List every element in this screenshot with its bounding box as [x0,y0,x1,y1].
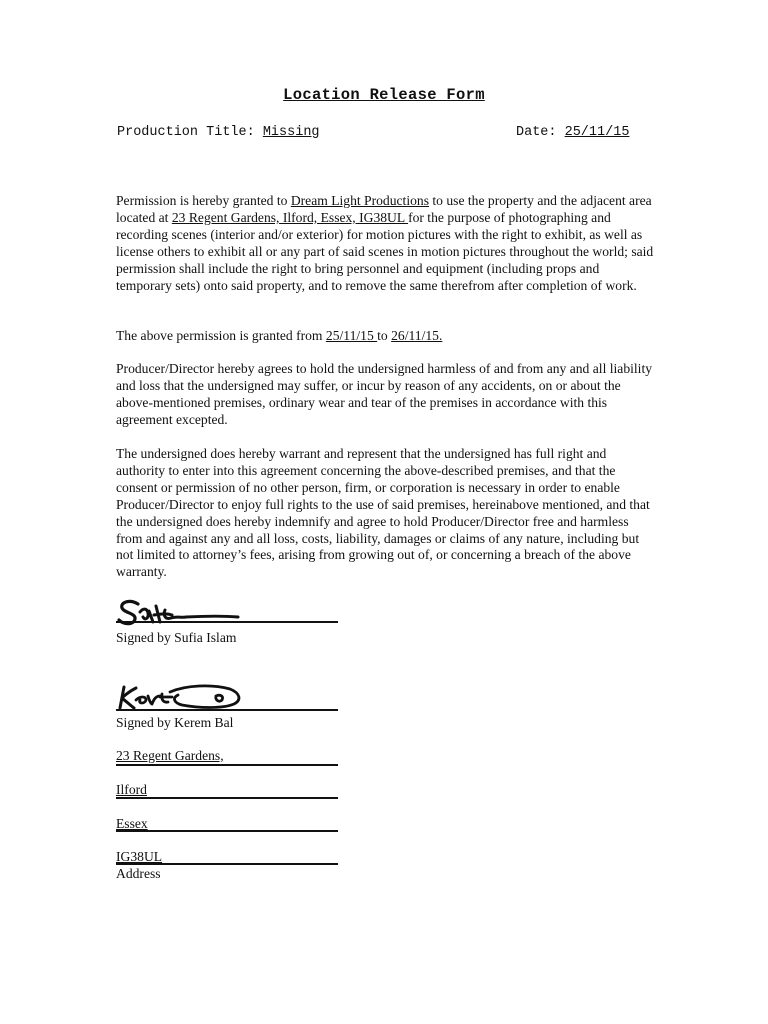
property-address: 23 Regent Gardens, Ilford, Essex, IG38UL [171,209,409,225]
from-date: 25/11/15 [325,328,378,343]
permission-dates-paragraph: The above permission is granted from 25/11/15 to 26/11/15. [116,328,443,343]
date-value: 25/11/15 [564,125,630,140]
signature-sufia-islam [116,598,246,630]
address-line-1: 23 Regent Gardens, [116,748,224,763]
address-underline-3 [116,830,338,832]
production-title-label: Production Title: [117,125,263,140]
signed-by-1: Signed by Sufia Islam [116,630,237,645]
to-date: 26/11/15. [391,328,443,343]
company-name: Dream Light Productions [290,193,429,208]
signature-line-1 [116,621,338,623]
production-title-value: Missing [262,125,320,140]
address-underline-1 [116,764,338,766]
signed-by-2: Signed by Kerem Bal [116,715,234,730]
address-underline-2 [116,797,338,799]
address-line-3: Essex [116,816,148,831]
date-label: Date: [516,125,565,140]
address-line-2: Ilford [116,782,147,797]
form-title: Location Release Form [283,86,485,104]
address-label: Address [116,866,161,881]
permission-paragraph: Permission is hereby granted to Dream Light Productions to use the property and the adjacent area located at 23 Regent Gardens, Ilford, Essex, IG38UL for the purpose of photographing and recording scenes (interior and/or exterior) for motion pictures with the right to exhibit, as well as license others to exhibit all or any part of said scenes in motion pictures throughout the world; said permission shall include the right to bring personnel and equipment (including props and temporary sets) onto said property, and to remove the same therefrom after completion of work. [116,193,654,293]
signature-line-2 [116,709,338,711]
date-field [516,125,629,140]
warranty-paragraph: The undersigned does hereby warrant and represent that the undersigned has full right and authority to enter into this agreement concerning the above-described premises, and that the consent or permission of no other person, firm, or corporation is necessary in order to enable Producer/Director to enjoy full rights to the use of said premises, hereinabove mentioned, and that the undersigned does hereby indemnify and agree to hold Producer/Director free and harmless from and against any and all loss, costs, liability, damages or claims of any nature, including but not limited to attorney’s fees, arising from growing out of, or concerning a breach of the above warranty. [116,446,650,580]
address-line-4: IG38UL [116,849,163,864]
production-title-field [117,125,320,140]
address-underline-4 [116,863,338,865]
liability-paragraph: Producer/Director hereby agrees to hold the undersigned harmless of and from any and all liability and loss that the undersigned may suffer, or incur by reason of any accidents, on or about the above-mentioned premises, ordinary wear and tear of the premises in accordance with this agreement excepted. [116,361,653,427]
